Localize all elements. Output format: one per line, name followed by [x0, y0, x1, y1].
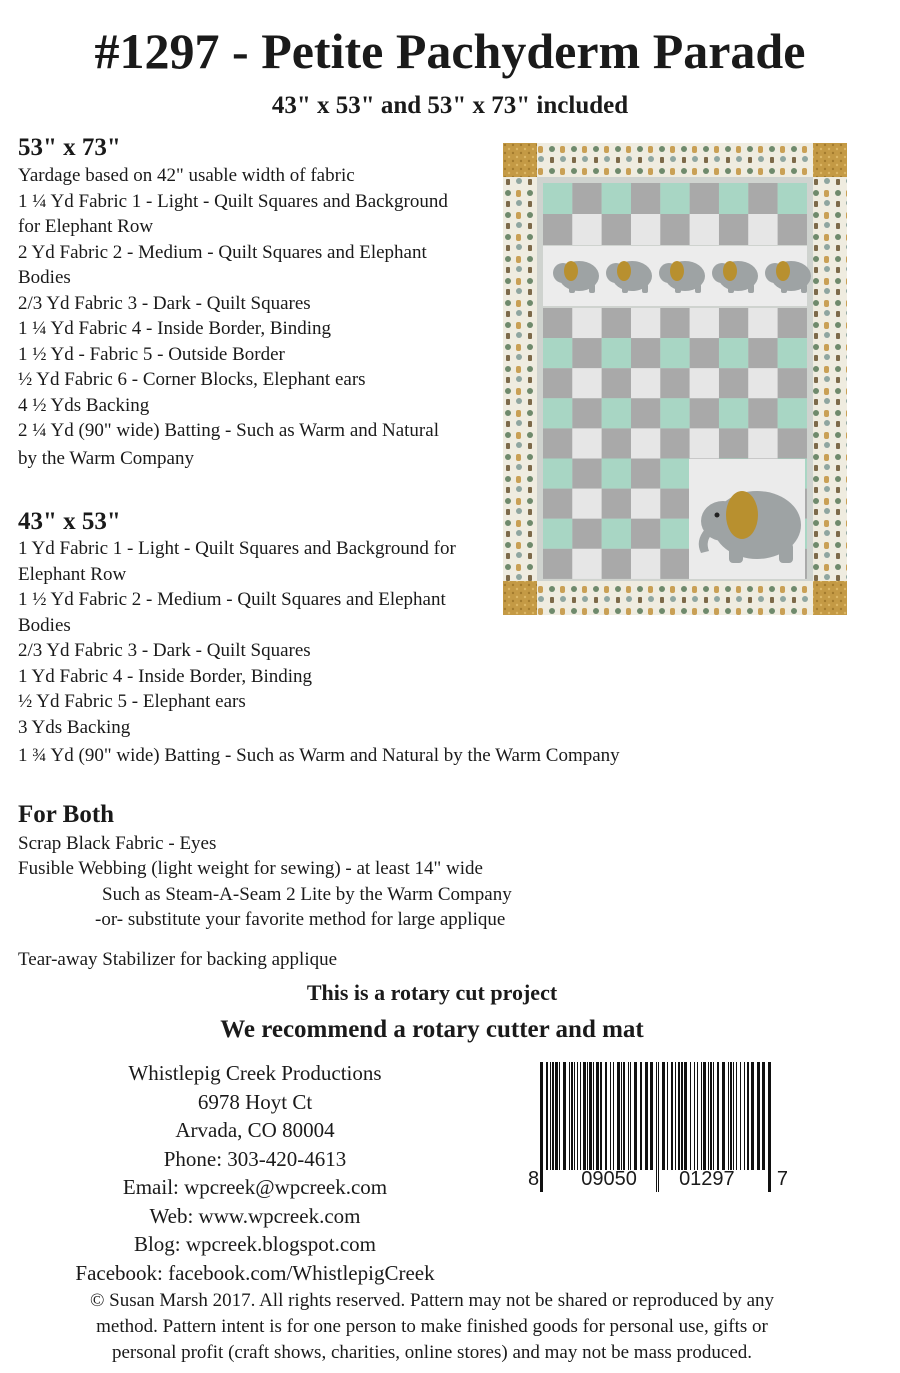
quilt-square — [748, 308, 777, 338]
list-item: Fusible Webbing (light weight for sewing) - at least 14" wide — [18, 858, 483, 879]
barcode-bar — [684, 1062, 687, 1170]
barcode-digit-group: 09050 — [581, 1168, 637, 1190]
quilt-square — [631, 549, 660, 579]
quilt-square — [602, 214, 631, 245]
list-item: 2/3 Yd Fabric 3 - Dark - Quilt Squares — [18, 292, 311, 314]
barcode-bar — [650, 1062, 653, 1170]
quilt-square — [543, 398, 572, 428]
list-item: 1 Yd Fabric 4 - Inside Border, Binding — [18, 665, 313, 687]
list-item: 4 ½ Yds Backing — [18, 394, 150, 416]
quilt-square — [631, 214, 660, 245]
quilt-square — [572, 308, 601, 338]
barcode-bar — [703, 1062, 706, 1170]
quilt-square — [719, 338, 748, 368]
barcode-bar — [701, 1062, 702, 1170]
list-item: 1 ½ Yd - Fabric 5 - Outside Border — [18, 343, 285, 365]
quilt-square — [572, 214, 601, 245]
barcode-bar — [762, 1062, 765, 1170]
corner-block — [503, 581, 537, 615]
barcode-bar — [690, 1062, 691, 1170]
quilt-square — [543, 368, 572, 398]
quilt-square — [660, 459, 689, 489]
list-item: 2/3 Yd Fabric 3 - Dark - Quilt Squares — [18, 640, 311, 661]
quilt-square — [543, 489, 572, 519]
corner-block — [813, 143, 847, 177]
large-size-list — [18, 163, 448, 472]
quilt-square — [660, 183, 689, 214]
barcode-bar — [722, 1062, 725, 1170]
quilt-square — [631, 338, 660, 368]
small-size-heading: 43" x 53" — [18, 508, 121, 535]
barcode-bar — [630, 1062, 631, 1170]
barcode-bar — [728, 1062, 729, 1170]
quilt-square — [543, 549, 572, 579]
barcode-bar — [569, 1062, 570, 1170]
barcode-bar — [708, 1062, 709, 1170]
barcode-bar — [710, 1062, 712, 1170]
quilt-square — [572, 338, 601, 368]
quilt-square — [660, 214, 689, 245]
quilt-square — [572, 428, 601, 458]
quilt-square — [660, 338, 689, 368]
quilt-square — [631, 459, 660, 489]
quilt-square — [748, 338, 777, 368]
quilt-square — [690, 338, 719, 368]
barcode-digit-group: 7 — [776, 1168, 788, 1190]
corner-block — [813, 581, 847, 615]
quilt-square — [719, 368, 748, 398]
barcode-bar — [589, 1062, 592, 1170]
quilt-square — [719, 214, 748, 245]
list-item: Bodies — [18, 614, 71, 636]
address-city: Arvada, CO 80004 — [175, 1118, 335, 1142]
quilt-square — [602, 368, 631, 398]
quilt-square — [572, 489, 601, 519]
quilt-square — [631, 308, 660, 338]
quilt-square — [572, 549, 601, 579]
quilt-square — [690, 368, 719, 398]
barcode-bar — [744, 1062, 745, 1170]
barcode-bar — [628, 1062, 629, 1170]
quilt-square — [543, 338, 572, 368]
barcode-bar — [546, 1062, 548, 1170]
quilt-square — [543, 183, 572, 214]
barcode-bar — [713, 1062, 714, 1170]
quilt-square — [602, 183, 631, 214]
quilt-square — [719, 308, 748, 338]
quilt-square — [631, 183, 660, 214]
list-item: ½ Yd Fabric 5 - Elephant ears — [18, 691, 246, 712]
quilt-square — [660, 368, 689, 398]
quilt-square — [572, 459, 601, 489]
barcode-bar — [675, 1062, 676, 1170]
blog-link[interactable]: Blog: wpcreek.blogspot.com — [133, 1232, 377, 1256]
quilt-square — [778, 308, 807, 338]
barcode-bar — [730, 1062, 732, 1170]
barcode-bar — [621, 1062, 622, 1170]
quilt-square — [543, 428, 572, 458]
quilt-square — [631, 428, 660, 458]
quilt-square — [631, 489, 660, 519]
barcode-bar — [580, 1062, 581, 1170]
quilt-square — [778, 428, 807, 458]
barcode-bar — [552, 1062, 554, 1170]
list-item: for Elephant Row — [18, 216, 154, 237]
quilt-square — [690, 183, 719, 214]
barcode-bar — [577, 1062, 578, 1170]
quilt-square — [748, 368, 777, 398]
list-item: 2 Yd Fabric 2 - Medium - Quilt Squares and Elephant — [18, 241, 427, 263]
barcode-bar — [740, 1062, 741, 1170]
phone: Phone: 303-420-4613 — [163, 1146, 347, 1171]
quilt-square — [602, 338, 631, 368]
barcode-digit-group: 01297 — [679, 1168, 735, 1190]
quilt-square — [602, 489, 631, 519]
list-item: -or- substitute your favorite method for large applique — [95, 909, 506, 930]
address-street: 6978 Hoyt Ct — [197, 1089, 313, 1114]
quilt-square — [602, 398, 631, 428]
barcode-bar — [571, 1062, 573, 1170]
barcode-bar — [583, 1062, 586, 1170]
quilt-square — [602, 428, 631, 458]
quilt-square — [660, 398, 689, 428]
quilt-square — [778, 214, 807, 245]
quilt-square — [631, 398, 660, 428]
quilt-square — [543, 459, 572, 489]
barcode-digit-group: 8 — [528, 1168, 540, 1190]
barcode-bar — [751, 1062, 754, 1170]
quilt-square — [719, 398, 748, 428]
corner-block — [503, 143, 537, 177]
quilt-illustration — [503, 143, 847, 615]
quilt-square — [719, 428, 748, 458]
quilt-square — [690, 214, 719, 245]
facebook-link[interactable]: Facebook: facebook.com/WhistlepigCreek — [75, 1260, 435, 1285]
rotary-recommendation: We recommend a rotary cutter and mat — [220, 1016, 644, 1043]
stabilizer-line: Tear-away Stabilizer for backing applique — [18, 949, 338, 970]
barcode-bar — [617, 1062, 620, 1170]
quilt-square — [660, 489, 689, 519]
quilt-square — [631, 519, 660, 549]
copyright-line: method. Pattern intent is for one person to make finished goods for personal use, gifts or — [96, 1316, 768, 1337]
list-item: Scrap Black Fabric - Eyes — [18, 833, 217, 854]
barcode-bar — [634, 1062, 637, 1170]
page-title: #1297 - Petite Pachyderm Parade — [94, 23, 806, 79]
quilt-square — [660, 519, 689, 549]
list-item: 1 ¼ Yd Fabric 4 - Inside Border, Binding — [18, 318, 332, 339]
contact-block — [0, 1061, 510, 1289]
quilt-square — [778, 338, 807, 368]
quilt-square — [543, 519, 572, 549]
rotary-note: This is a rotary cut project — [306, 980, 558, 1005]
list-item: Bodies — [18, 267, 71, 288]
barcode-bar — [605, 1062, 607, 1170]
barcode-bar — [736, 1062, 737, 1170]
copyright-block — [0, 1290, 864, 1368]
barcode-bar — [757, 1062, 760, 1170]
barcode-bar — [747, 1062, 749, 1170]
quilt-square — [543, 214, 572, 245]
quilt-square — [631, 368, 660, 398]
quilt-square — [690, 398, 719, 428]
copyright-line: personal profit (craft shows, charities, online stores) and may not be mass produced. — [111, 1342, 753, 1363]
web-link[interactable]: Web: www.wpcreek.com — [149, 1203, 361, 1228]
quilt-square — [748, 428, 777, 458]
quilt-square — [602, 519, 631, 549]
quilt-square — [748, 183, 777, 214]
quilt-square — [572, 183, 601, 214]
barcode-digits — [528, 1168, 788, 1191]
quilt-square — [602, 459, 631, 489]
barcode-bar — [662, 1062, 665, 1170]
barcode-bar — [640, 1062, 642, 1170]
barcode-bar — [555, 1062, 558, 1170]
list-item: Such as Steam-A-Seam 2 Lite by the Warm Company — [102, 884, 512, 905]
list-item: ½ Yd Fabric 6 - Corner Blocks, Elephant ears — [18, 369, 366, 390]
quilt-square — [778, 368, 807, 398]
quilt-square — [660, 428, 689, 458]
quilt-square — [602, 308, 631, 338]
barcode-bar — [587, 1062, 588, 1170]
quilt-square — [572, 519, 601, 549]
list-item: 1 ¾ Yd (90" wide) Batting - Such as Warm and Natural by the Warm Company — [18, 744, 620, 766]
barcode-bar — [623, 1062, 625, 1170]
large-size-heading: 53" x 73" — [18, 134, 121, 161]
barcode-bar — [697, 1062, 698, 1170]
list-item: 1 ½ Yd Fabric 2 - Medium - Quilt Squares and Elephant — [18, 589, 446, 610]
barcode-bar — [600, 1062, 602, 1170]
barcode-bar — [550, 1062, 551, 1170]
barcode-bar — [563, 1062, 566, 1170]
barcode-bar — [678, 1062, 680, 1170]
email-link[interactable]: Email: wpcreek@wpcreek.com — [122, 1175, 388, 1199]
barcode-bar — [559, 1062, 560, 1170]
list-item: 1 ¼ Yd Fabric 1 - Light - Quilt Squares and Background — [18, 190, 448, 212]
quilt-square — [660, 308, 689, 338]
barcode-bar — [667, 1062, 668, 1170]
quilt-square — [748, 214, 777, 245]
quilt-square — [778, 398, 807, 428]
barcode-bar — [645, 1062, 648, 1170]
list-item: Elephant Row — [18, 563, 127, 585]
barcode-bar — [717, 1062, 719, 1170]
barcode-bar — [574, 1062, 575, 1170]
list-item: by the Warm Company — [18, 448, 194, 469]
barcode-bar — [694, 1062, 695, 1170]
quilt-square — [602, 549, 631, 579]
quilt-square — [719, 183, 748, 214]
barcode-bar — [610, 1062, 611, 1170]
barcode-bar — [596, 1062, 599, 1170]
quilt-square — [690, 308, 719, 338]
quilt-square — [572, 368, 601, 398]
company-name: Whistlepig Creek Productions — [128, 1061, 382, 1085]
list-item: 1 Yd Fabric 1 - Light - Quilt Squares and Background for — [18, 538, 456, 559]
quilt-square — [690, 428, 719, 458]
quilt-square — [543, 308, 572, 338]
list-item: 2 ¼ Yd (90" wide) Batting - Such as Warm and Natural — [18, 420, 439, 441]
barcode-bar — [593, 1062, 594, 1170]
copyright-line: © Susan Marsh 2017. All rights reserved. Pattern may not be shared or reproduced by any — [89, 1290, 775, 1311]
quilt-square — [572, 398, 601, 428]
barcode-bar — [733, 1062, 734, 1170]
quilt-square — [748, 398, 777, 428]
list-item: 3 Yds Backing — [18, 716, 131, 738]
quilt-square — [778, 183, 807, 214]
both-heading: For Both — [18, 801, 115, 828]
quilt-square — [660, 549, 689, 579]
barcode-bar — [613, 1062, 614, 1170]
barcode-bar — [681, 1062, 683, 1170]
page-subtitle: 43" x 53" and 53" x 73" included — [271, 92, 629, 119]
list-item: Yardage based on 42" usable width of fabric — [18, 165, 355, 186]
barcode-bar — [671, 1062, 673, 1170]
